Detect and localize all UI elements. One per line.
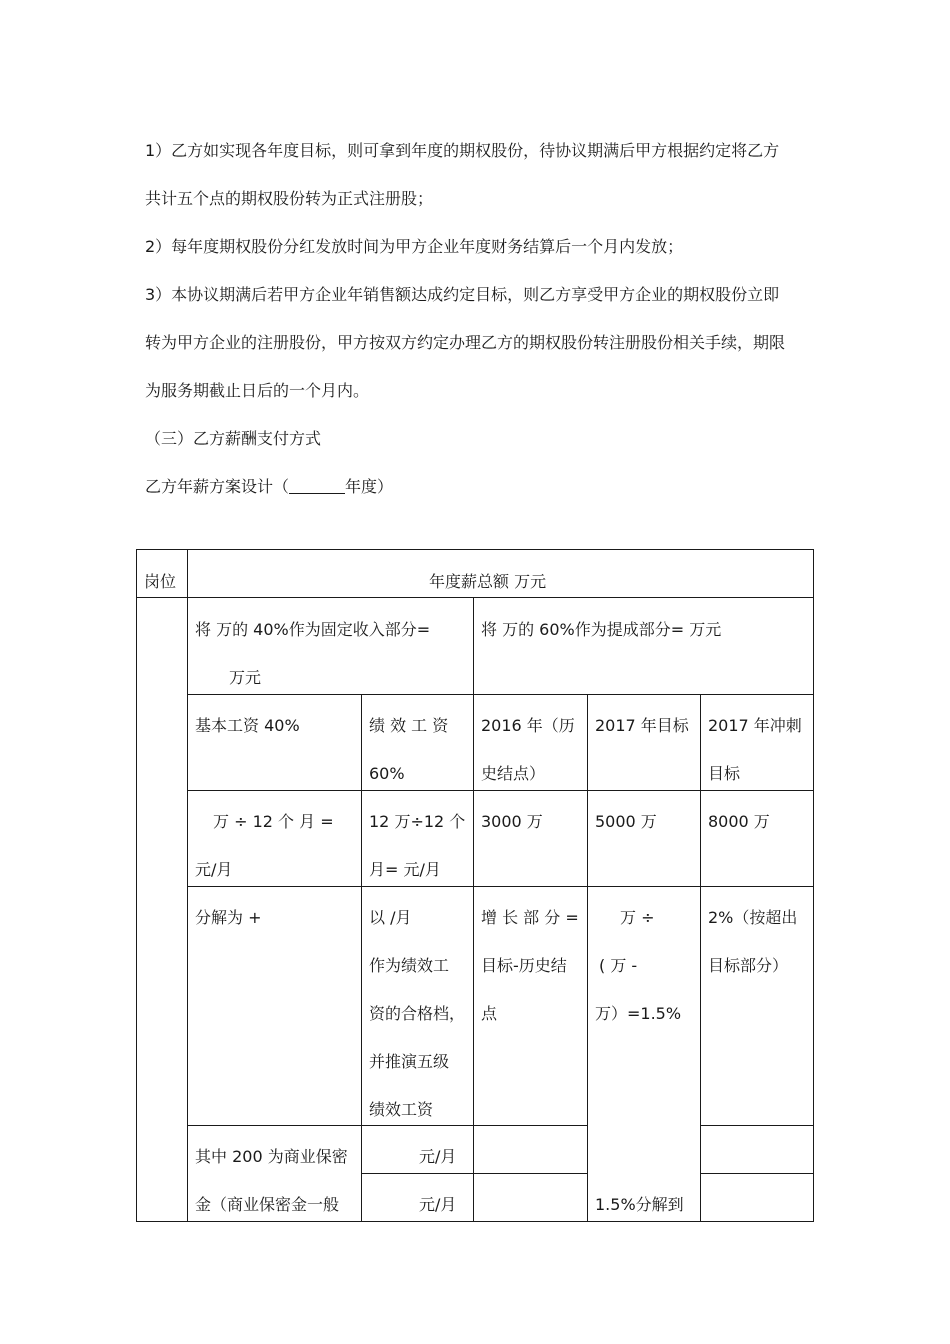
table-rule — [361, 1173, 587, 1174]
excess-line-1: 2%（按超出 — [708, 908, 798, 927]
paragraph-3: 2）每年度期权股份分红发放时间为甲方企业年度财务结算后一个月内发放； — [145, 237, 684, 256]
decompose-text: 分解为 + — [195, 908, 262, 927]
bonus-part: 将 万的 60%作为提成部分= 万元 — [481, 620, 722, 639]
table-rule — [700, 694, 701, 1222]
rate-line-3: 万）=1.5% — [595, 1004, 682, 1023]
year-2017-target: 2017 年目标 — [595, 716, 689, 735]
table-border-bottom — [136, 1221, 814, 1222]
paragraph-5: 转为甲方企业的注册股份，甲方按双方约定办理乙方的期权股份转注册股份相关手续，期限 — [145, 333, 786, 352]
fixed-income-line-1: 将 万的 40%作为固定收入部分= — [195, 620, 431, 639]
split-text: 1.5%分解到 — [595, 1195, 684, 1214]
post-header: 岗位 — [144, 572, 177, 591]
fixed-income-line-2: 万元 — [229, 668, 262, 687]
paragraph-1: 1）乙方如实现各年度目标，则可拿到年度的期权股份，待协议期满后甲方根据约定将乙方 — [145, 141, 780, 160]
table-rule — [187, 886, 814, 887]
table-rule — [187, 549, 188, 1222]
secrecy-line-1: 其中 200 为商业保密 — [195, 1147, 348, 1166]
year-2017-sprint-line-2: 目标 — [708, 764, 741, 783]
monthly-12-line-1: 12 万÷12 个 — [369, 812, 466, 831]
secrecy-line-2: 金（商业保密金一般 — [195, 1195, 340, 1214]
per-month-1: 元/月 — [419, 1147, 457, 1166]
table-rule — [187, 790, 814, 791]
performance-pay-line-1: 绩 效 工 资 — [369, 716, 449, 735]
table-rule — [361, 694, 362, 1222]
table-rule — [187, 694, 814, 695]
rate-line-2: ( 万 - — [599, 956, 638, 975]
performance-desc-line-3: 资的合格档， — [369, 1004, 466, 1023]
design-title — [145, 477, 393, 497]
growth-line-2: 目标-历史结 — [481, 956, 567, 975]
monthly-calc-line-2: 元/月 — [195, 860, 233, 879]
base-salary: 基本工资 40% — [195, 716, 300, 735]
total-salary-header: 年度薪总额 万元 — [429, 572, 547, 591]
table-rule — [136, 597, 814, 598]
value-5000: 5000 万 — [595, 812, 657, 831]
table-rule — [700, 1125, 814, 1126]
performance-desc-line-5: 绩效工资 — [369, 1100, 434, 1119]
year-2017-sprint-line-1: 2017 年冲刺 — [708, 716, 802, 735]
salary-table — [136, 549, 814, 1222]
table-rule — [473, 597, 474, 1222]
value-8000: 8000 万 — [708, 812, 770, 831]
paragraph-6: 为服务期截止日后的一个月内。 — [145, 381, 370, 400]
performance-desc-line-1: 以 /月 — [369, 908, 412, 927]
table-rule — [587, 694, 588, 1222]
performance-desc-line-2: 作为绩效工 — [369, 956, 450, 975]
table-border-right — [813, 549, 814, 1222]
paragraph-2: 共计五个点的期权股份转为正式注册股； — [145, 189, 434, 208]
year-2016-line-1: 2016 年（历 — [481, 716, 575, 735]
performance-pay-line-2: 60% — [369, 764, 405, 783]
table-rule — [187, 1125, 587, 1126]
excess-line-2: 目标部分） — [708, 956, 789, 975]
growth-line-1: 增 长 部 分 = — [481, 908, 579, 927]
table-border-left — [136, 549, 137, 1222]
year-2016-line-2: 史结点） — [481, 764, 546, 783]
monthly-calc-line-1: 万 ÷ 12 个 月 = — [213, 812, 334, 831]
rate-line-1: 万 ÷ — [620, 908, 655, 927]
table-border-top — [136, 549, 814, 550]
section-heading: （三）乙方薪酬支付方式 — [145, 429, 322, 448]
design-title-prefix: 乙方年薪方案设计（ — [145, 477, 290, 496]
design-title-suffix: 年度） — [345, 477, 394, 496]
performance-desc-line-4: 并推演五级 — [369, 1052, 450, 1071]
year-blank — [289, 479, 345, 494]
monthly-12-line-2: 月= 元/月 — [369, 860, 441, 879]
table-rule — [700, 1173, 814, 1174]
paragraph-4: 3）本协议期满后若甲方企业年销售额达成约定目标，则乙方享受甲方企业的期权股份立即 — [145, 285, 780, 304]
per-month-2: 元/月 — [419, 1195, 457, 1214]
value-3000: 3000 万 — [481, 812, 543, 831]
growth-line-3: 点 — [481, 1004, 498, 1023]
